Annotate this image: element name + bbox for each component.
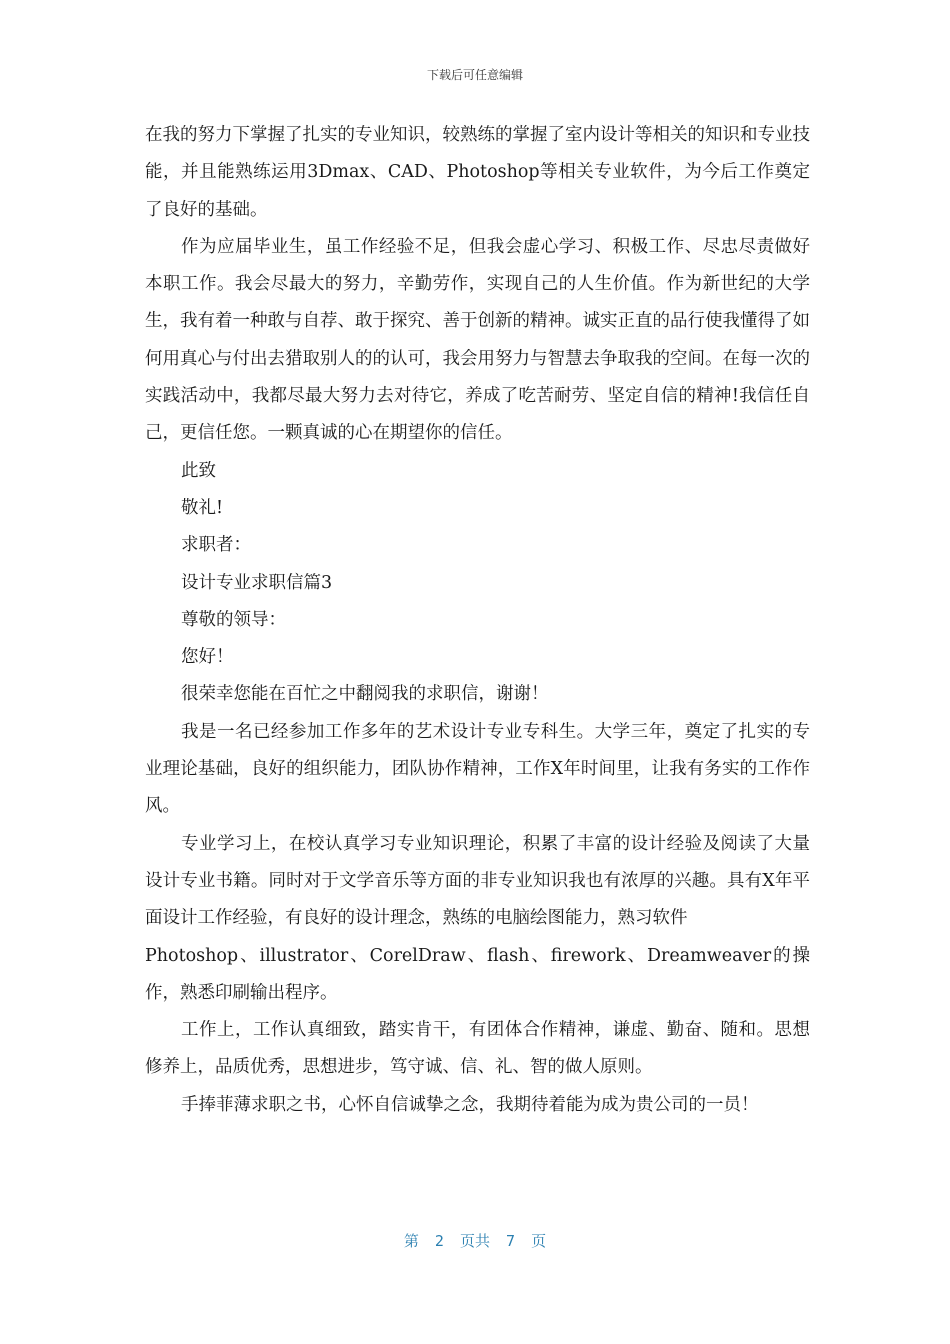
page-header: 下载后可任意编辑: [426, 68, 523, 82]
document-body: [145, 117, 810, 1124]
paragraph-continuation: 在我的努力下掌握了扎实的专业知识，较熟练的掌握了室内设计等相关的知识和专业技能，并且能熟练运用3Dmax、CAD、Photoshop等相关专业软件，为今后工作奠定了良好的基础。: [145, 125, 810, 220]
paragraph-thanks: 很荣幸您能在百忙之中翻阅我的求职信，谢谢！: [181, 684, 549, 705]
section-title: 设计专业求职信篇3: [181, 572, 333, 593]
paragraph-study: 专业学习上，在校认真学习专业知识理论，积累了丰富的设计经验及阅读了大量设计专业书籍。同时对于文学音乐等方面的非专业知识我也有浓厚的兴趣。具有X年平面设计工作经验，有良好的设计理念，熟练的电脑绘图能力，熟习软件: [145, 833, 810, 929]
paragraph-self-intro: 作为应届毕业生，虽工作经验不足，但我会虚心学习、积极工作、尽忠尽责做好本职工作。我会尽最大的努力，辛勤劳作，实现自己的人生价值。作为新世纪的大学生，我有着一种敢与自荐、敢于探究、善于创新的精神。诚实正直的品行使我懂得了如何用真心与付出去猎取别人的的认可，我会用努力与智慧去争取我的空间。在每一次的实践活动中，我都尽最大努力去对待它，养成了吃苦耐劳、坚定自信的精神!我信任自己，更信任您。一颗真诚的心在期望你的信任。: [145, 236, 810, 444]
paragraph-work: 工作上，工作认真细致，踏实肯干，有团体合作精神，谦虚、勤奋、随和。思想修养上，品质优秀，思想进步，笃守诚、信、礼、智的做人原则。: [145, 1020, 810, 1078]
footer-page-number: 2: [434, 1232, 444, 1250]
signature-label: 求职者：: [181, 535, 251, 556]
greeting-hello: 您好！: [181, 647, 234, 668]
paragraph-background: 我是一名已经参加工作多年的艺术设计专业专科生。大学三年，奠定了扎实的专业理论基础，良好的组织能力，团队协作精神，工作X年时间里，让我有务实的工作作风。: [145, 721, 810, 817]
footer-mid: 页共: [459, 1232, 490, 1250]
footer-prefix: 第: [403, 1232, 419, 1250]
closing-salutation: 此致: [181, 460, 216, 481]
closing-regards: 敬礼!: [181, 497, 224, 518]
paragraph-software: Photoshop、illustrator、CorelDraw、flash、firework、Dreamweaver的操作，熟悉印刷输出程序。: [145, 945, 810, 1003]
footer-suffix: 页: [531, 1232, 547, 1250]
page-footer: [0, 1230, 950, 1251]
greeting-recipient: 尊敬的领导：: [181, 609, 286, 630]
paragraph-closing: 手捧菲薄求职之书，心怀自信诚挚之念，我期待着能为成为贵公司的一员！: [181, 1094, 759, 1115]
footer-total-pages: 7: [506, 1232, 516, 1250]
